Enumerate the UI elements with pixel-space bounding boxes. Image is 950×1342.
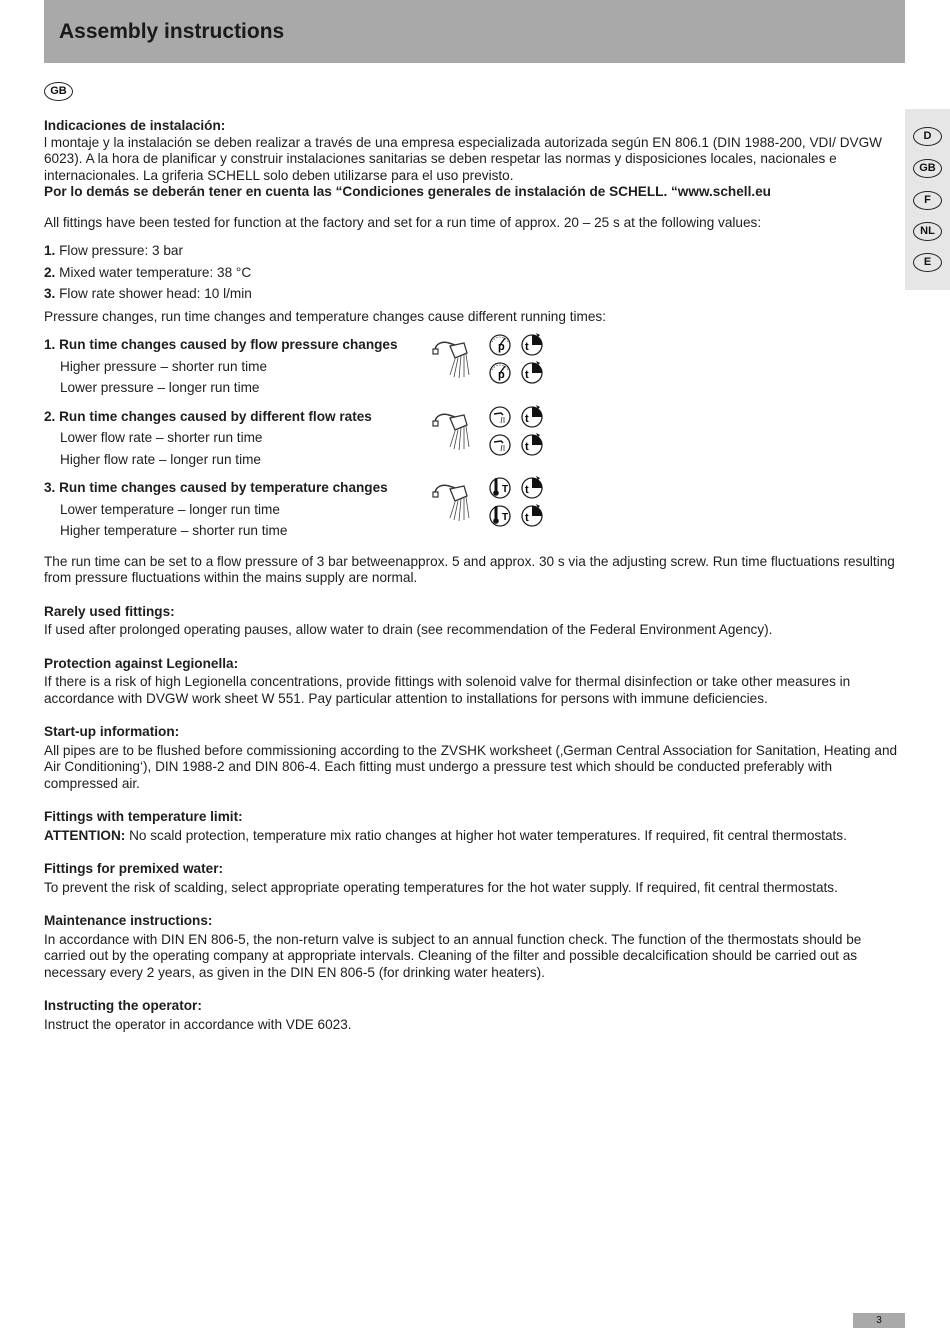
runtime-group-flow-rate xyxy=(44,409,904,469)
language-tabs xyxy=(905,109,950,290)
adjusting-screw-paragraph: The run time can be set to a flow pressure of 3 bar betweenapprox. 5 and approx. 30 s via the adjusting screw. Run time fluctuations resulting from pressure fluctuations within the mains supply are normal. xyxy=(44,553,895,585)
list-text: Flow rate shower head: 10 l/min xyxy=(55,286,252,301)
lang-tab-d[interactable]: D xyxy=(913,127,942,146)
header-bar xyxy=(44,0,905,63)
runtime-line: Lower flow rate – shorter run time xyxy=(60,430,263,445)
document-body xyxy=(44,118,904,1033)
section-title: Fittings for premixed water: xyxy=(44,861,224,876)
section-maintenance xyxy=(44,913,904,981)
section-text: All pipes are to be flushed before commissioning according to the ZVSHK worksheet (‚German Central Association for Sanitation, Heating and Air Conditioning‘), DIN 1988-2 and DIN 806-4. Each fitting must undergo a pressure test which should be conducted preferably with compressed air. xyxy=(44,742,898,791)
shower-head-icon xyxy=(433,414,469,450)
section-operator xyxy=(44,998,904,1033)
runtime-group-temperature xyxy=(44,480,904,540)
page-title: Assembly instructions xyxy=(59,20,285,43)
lang-tab-nl[interactable]: NL xyxy=(913,222,942,241)
attention-text: No scald protection, temperature mix ratio changes at higher hot water temperatures. If required, fit central thermostats. xyxy=(125,827,847,843)
lang-tab-f[interactable]: F xyxy=(913,191,942,210)
thermometer-label: T xyxy=(502,512,509,523)
thermometer-label: T xyxy=(502,484,509,495)
run-time-intro-paragraph: Pressure changes, run time changes and temperature changes cause different running times: xyxy=(44,308,606,324)
pressure-diagram xyxy=(431,330,551,388)
flow-rate-diagram xyxy=(431,402,551,460)
list-number: 2. xyxy=(44,264,56,280)
intro-section xyxy=(44,118,904,201)
section-text: To prevent the risk of scalding, select appropriate operating temperatures for the hot water supply. If required, fit central thermostats. xyxy=(44,879,838,895)
runtime-line: Higher flow rate – longer run time xyxy=(60,451,261,467)
list-item xyxy=(44,265,904,282)
gauge-label: p xyxy=(498,369,505,381)
section-legionella xyxy=(44,656,904,708)
section-title: Fittings with temperature limit: xyxy=(44,809,243,824)
runtime-title: 2. Run time changes caused by different flow rates xyxy=(44,408,372,424)
timer-label: t xyxy=(525,341,529,353)
gauge-label: p xyxy=(498,341,505,353)
page-number: 3 xyxy=(853,1313,905,1328)
section-text: If used after prolonged operating pauses, allow water to drain (see recommendation of the Federal Environment Agency). xyxy=(44,622,773,637)
list-number: 1. xyxy=(44,243,56,258)
lang-tab-gb[interactable]: GB xyxy=(913,159,942,178)
list-number: 3. xyxy=(44,286,56,301)
runtime-line: Higher pressure – shorter run time xyxy=(60,358,268,374)
tap-icon xyxy=(490,435,510,455)
section-title: Start-up information: xyxy=(44,724,180,739)
section-text: If there is a risk of high Legionella concentrations, provide fittings with solenoid valve for thermal disinfection or take other measures in accordance with DVGW work sheet W 551. Pay particular attention to installations for persons with immune deficiencies. xyxy=(44,674,851,706)
section-text: Instruct the operator in accordance with VDE 6023. xyxy=(44,1016,352,1032)
section-title: Instructing the operator: xyxy=(44,998,202,1013)
runtime-group-pressure xyxy=(44,337,904,397)
test-values-list xyxy=(44,243,904,303)
section-premixed-water xyxy=(44,861,904,896)
section-text: In accordance with DIN EN 806-5, the non-return valve is subject to an annual function check. The function of the thermostats should be carried out by the operating company at appropriate intervals. Cleaning of the filter and possible decalcification should be carried out as necessary every 2 years, as given in the DIN EN 806-5 (for drinking water heaters). xyxy=(44,931,862,980)
list-text: Mixed water temperature: 38 °C xyxy=(55,264,252,280)
section-text xyxy=(44,828,904,845)
shower-head-icon xyxy=(433,342,469,378)
intro-title: Indicaciones de instalación: xyxy=(44,118,226,133)
tap-icon xyxy=(490,407,510,427)
section-startup xyxy=(44,724,904,792)
timer-label: t xyxy=(525,412,529,425)
factory-test-paragraph: All fittings have been tested for function at the factory and set for a run time of approx. 20 – 25 s at the following values: xyxy=(44,214,762,230)
language-badge-gb: GB xyxy=(44,82,73,101)
timer-label: t xyxy=(525,512,529,524)
section-title: Protection against Legionella: xyxy=(44,655,239,671)
intro-text: l montaje y la instalación se deben realizar a través de una empresa especializada autorizada según EN 806.1 (DIN 1988-200, VDI/ DVGW 6023). A la hora de planificar y construir instalaciones sanitarias se deben respetar las normas y disposiciones locales, nacionales e internacionales. La griferia SCHELL solo deben utilizarse para el uso previsto. xyxy=(44,134,882,183)
runtime-title: 3. Run time changes caused by temperature changes xyxy=(44,480,388,495)
attention-label: ATTENTION: xyxy=(44,827,126,843)
section-rarely-used xyxy=(44,604,904,639)
runtime-line: Lower temperature – longer run time xyxy=(60,501,280,517)
timer-label: t xyxy=(525,369,529,381)
timer-label: t xyxy=(525,440,529,453)
section-temperature-limit xyxy=(44,809,904,844)
lang-tab-e[interactable]: E xyxy=(913,253,942,272)
list-item xyxy=(44,286,904,303)
runtime-title: 1. Run time changes caused by flow pressure changes xyxy=(44,337,398,352)
shower-head-icon xyxy=(433,485,469,521)
temperature-diagram xyxy=(431,473,551,531)
timer-label: t xyxy=(525,484,529,496)
runtime-line: Lower pressure – longer run time xyxy=(60,380,260,395)
runtime-line: Higher temperature – shorter run time xyxy=(60,523,288,538)
list-item xyxy=(44,243,904,260)
section-title: Rarely used fittings: xyxy=(44,603,175,619)
section-title: Maintenance instructions: xyxy=(44,913,213,928)
intro-bold-text: Por lo demás se deberán tener en cuenta las “Condiciones generales de instalación de SCHELL. “www.schell.eu xyxy=(44,184,771,199)
list-text: Flow pressure: 3 bar xyxy=(55,243,184,258)
